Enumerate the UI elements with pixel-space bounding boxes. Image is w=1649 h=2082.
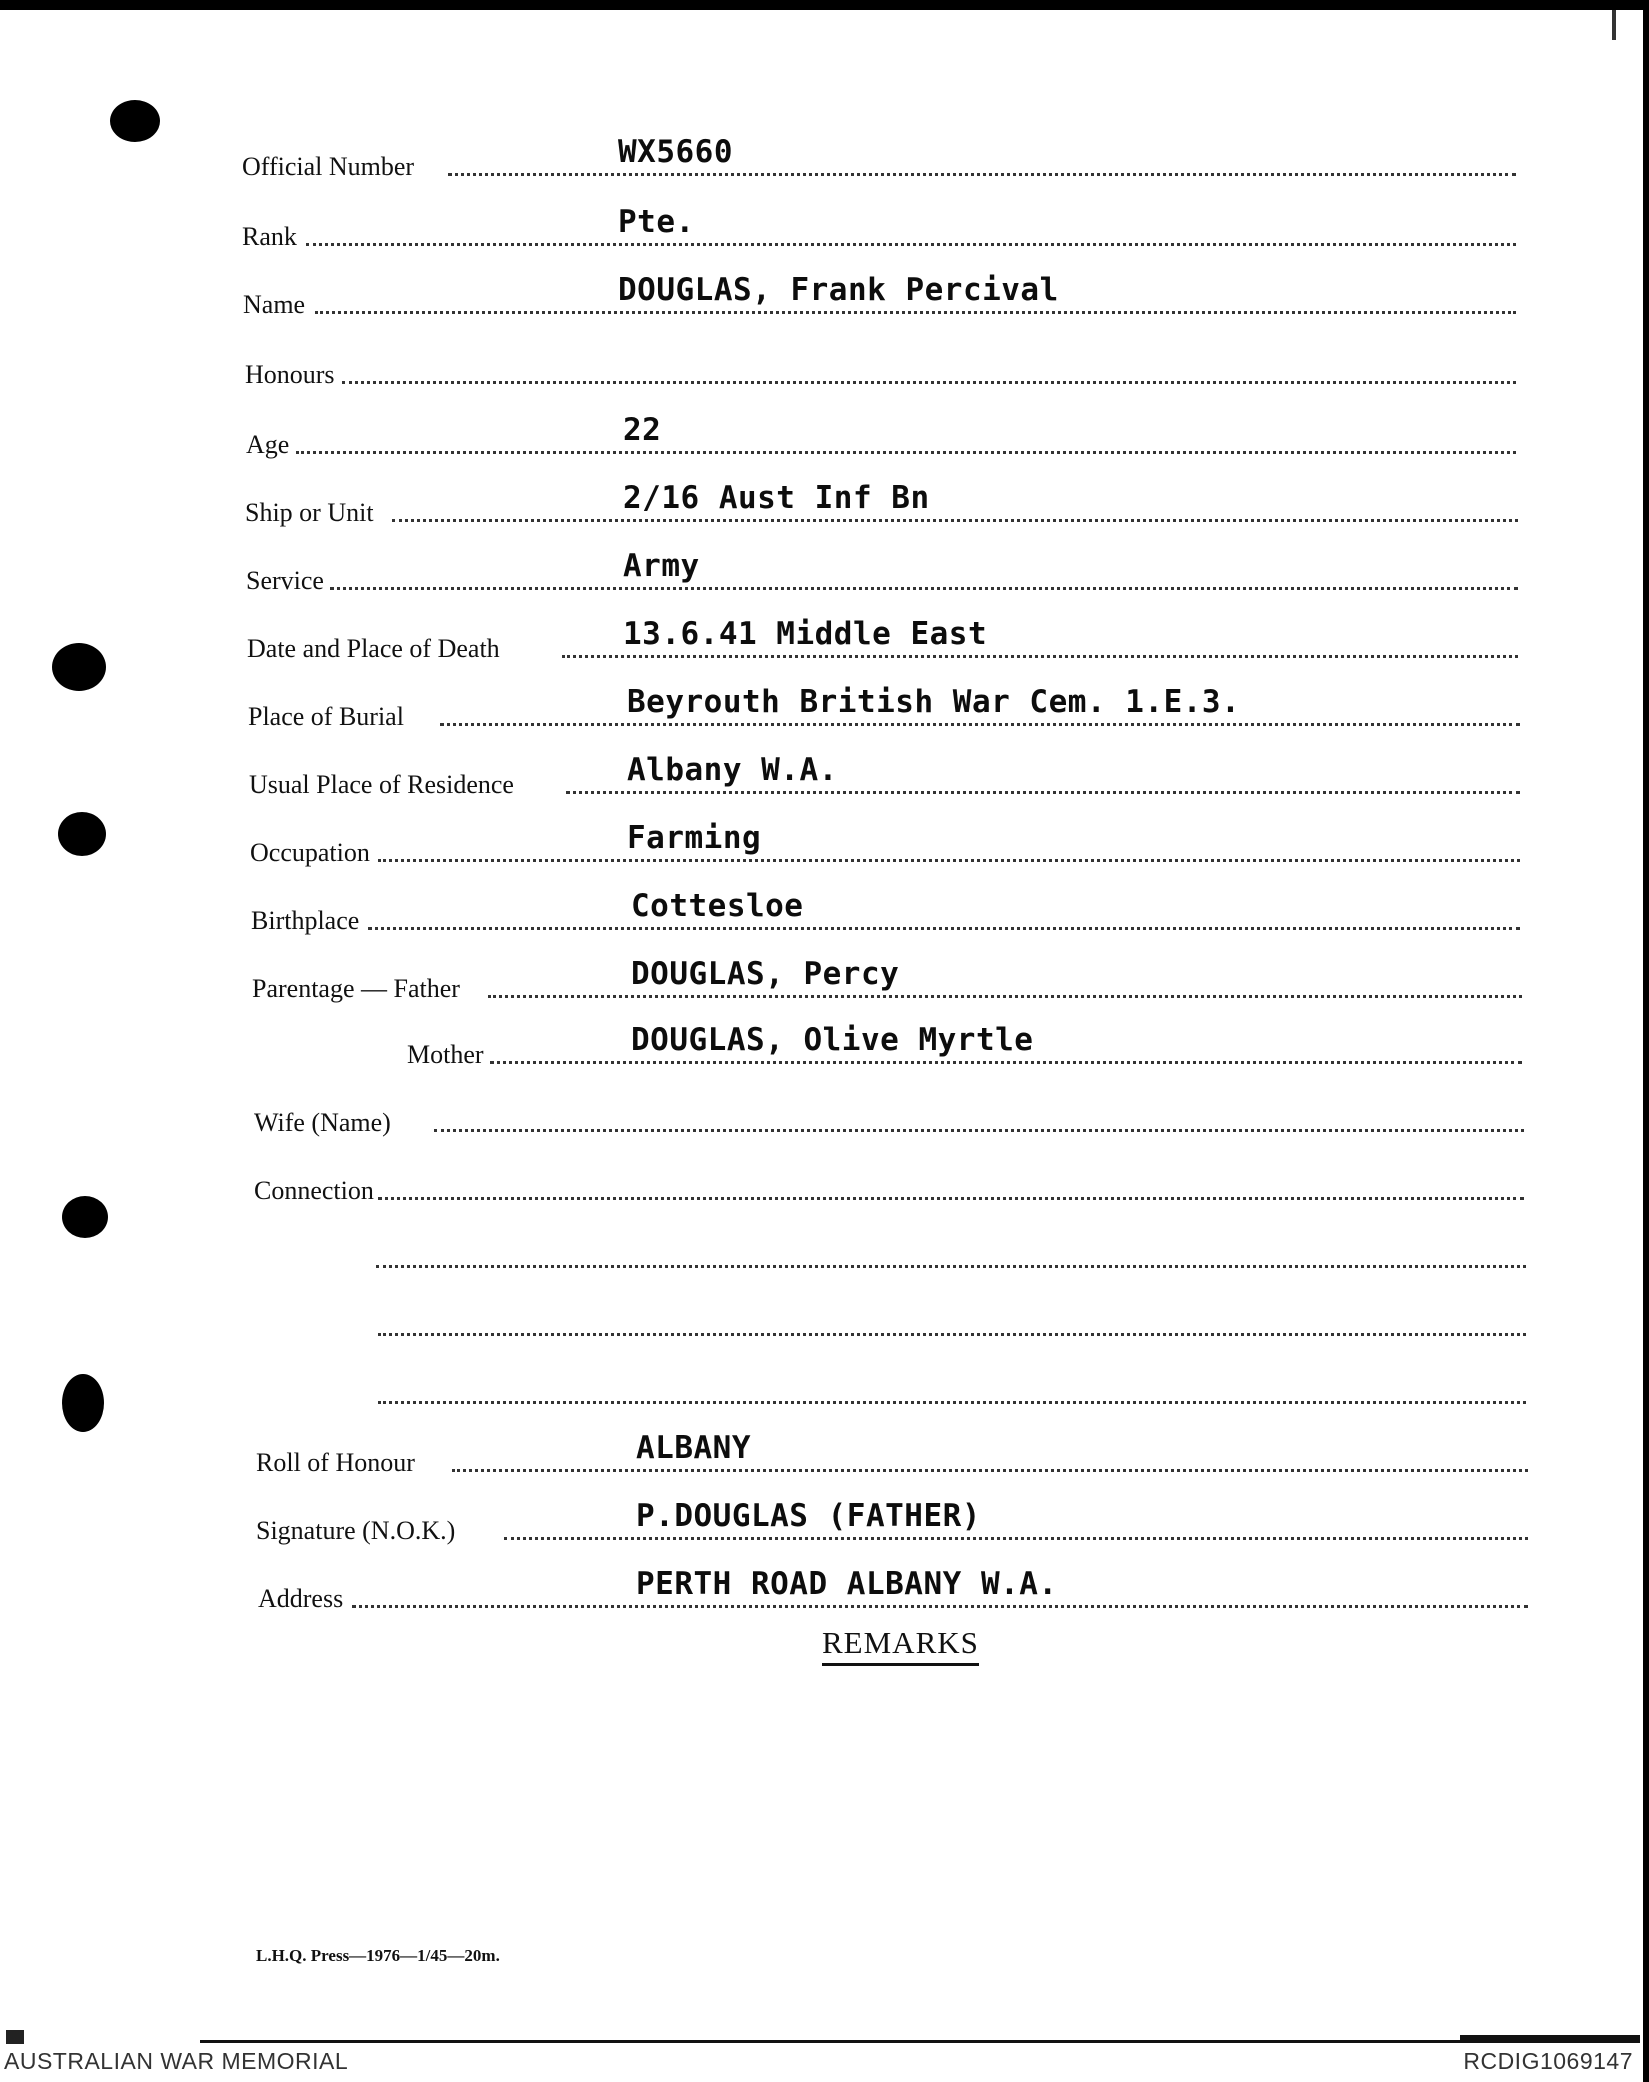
field-value: DOUGLAS, Frank Percival <box>618 272 1059 308</box>
scan-edge-top <box>0 0 1649 10</box>
field-leader-dots <box>490 1061 1522 1064</box>
field-service <box>0 530 1649 600</box>
field-leader-dots <box>440 723 1520 726</box>
field-name <box>0 254 1649 324</box>
scan-edge-bottom <box>200 2040 1640 2043</box>
field-leader-dots <box>376 1265 1526 1268</box>
field-label: Official Number <box>242 152 415 181</box>
field-label: Age <box>246 430 290 459</box>
field-label: Birthplace <box>251 906 360 935</box>
field-leader-dots <box>504 1537 1528 1540</box>
field-honours <box>0 324 1649 394</box>
field-value: Farming <box>627 820 762 856</box>
field-leader-dots <box>562 655 1518 658</box>
field-label: Honours <box>245 360 335 389</box>
field-label: Occupation <box>250 838 370 867</box>
field-leader-dots <box>368 927 1520 930</box>
field-label: Mother <box>407 1040 484 1069</box>
field-value: Army <box>623 548 700 584</box>
field-label: Parentage — Father <box>252 974 460 1003</box>
field-value: 22 <box>623 412 662 448</box>
field-leader-dots <box>378 1333 1526 1336</box>
field-leader-dots <box>352 1605 1528 1608</box>
field-signature-nok <box>0 1480 1649 1550</box>
field-occupation <box>0 802 1649 872</box>
field-ship-or-unit <box>0 462 1649 532</box>
remarks-heading: REMARKS <box>822 1625 979 1666</box>
field-label: Connection <box>254 1176 374 1205</box>
field-connection-line <box>0 1208 1649 1278</box>
field-leader-dots <box>392 519 1518 522</box>
field-value: Albany W.A. <box>627 752 838 788</box>
field-label: Name <box>243 290 306 319</box>
scan-speck <box>1612 10 1616 40</box>
field-parentage-mother <box>0 1004 1649 1074</box>
field-birthplace <box>0 870 1649 940</box>
field-leader-dots <box>378 1401 1526 1404</box>
field-connection-line <box>0 1344 1649 1414</box>
field-label: Date and Place of Death <box>247 634 500 663</box>
field-leader-dots <box>448 173 1516 176</box>
field-address <box>0 1548 1649 1618</box>
field-value: Pte. <box>618 204 695 240</box>
field-leader-dots <box>488 995 1522 998</box>
footer-watermark: AUSTRALIAN WAR MEMORIAL <box>4 2048 349 2074</box>
field-label: Rank <box>242 222 297 251</box>
field-value: Cottesloe <box>631 888 804 924</box>
press-mark: L.H.Q. Press—1976—1/45—20m. <box>256 1946 500 1965</box>
field-value: PERTH ROAD ALBANY W.A. <box>636 1566 1058 1602</box>
field-value: ALBANY <box>636 1430 751 1466</box>
field-value: Beyrouth British War Cem. 1.E.3. <box>627 684 1241 720</box>
scan-speck <box>6 2030 24 2044</box>
field-leader-dots <box>378 1197 1524 1200</box>
field-leader-dots <box>306 243 1516 246</box>
field-label: Address <box>258 1584 344 1613</box>
field-roll-of-honour <box>0 1412 1649 1482</box>
field-leader-dots <box>566 791 1520 794</box>
field-parentage-father <box>0 938 1649 1008</box>
field-leader-dots <box>452 1469 1528 1472</box>
field-label: Roll of Honour <box>256 1448 415 1477</box>
field-label: Signature (N.O.K.) <box>256 1516 456 1545</box>
field-rank <box>0 186 1649 256</box>
footer-catalogue-id: RCDIG1069147 <box>1463 2048 1633 2074</box>
field-usual-place-of-residence <box>0 734 1649 804</box>
field-leader-dots <box>330 587 1518 590</box>
field-label: Place of Burial <box>248 702 404 731</box>
field-official-number <box>0 116 1649 186</box>
field-leader-dots <box>296 451 1516 454</box>
field-label: Ship or Unit <box>245 498 374 527</box>
field-date-place-of-death <box>0 598 1649 668</box>
field-connection-line <box>0 1276 1649 1346</box>
field-wife-name <box>0 1072 1649 1142</box>
field-place-of-burial <box>0 666 1649 736</box>
field-leader-dots <box>378 859 1520 862</box>
field-connection <box>0 1140 1649 1210</box>
field-value: DOUGLAS, Percy <box>631 956 900 992</box>
field-leader-dots <box>315 311 1516 314</box>
field-leader-dots <box>342 381 1516 384</box>
field-label: Wife (Name) <box>254 1108 391 1137</box>
field-age <box>0 394 1649 464</box>
field-value: DOUGLAS, Olive Myrtle <box>631 1022 1034 1058</box>
field-value: 2/16 Aust Inf Bn <box>623 480 930 516</box>
field-label: Usual Place of Residence <box>249 770 514 799</box>
field-value: 13.6.41 Middle East <box>623 616 988 652</box>
scan-edge-bottom <box>1460 2035 1640 2040</box>
field-leader-dots <box>434 1129 1524 1132</box>
field-value: P.DOUGLAS (FATHER) <box>636 1498 981 1534</box>
field-value: WX5660 <box>618 134 733 170</box>
field-label: Service <box>246 566 324 595</box>
